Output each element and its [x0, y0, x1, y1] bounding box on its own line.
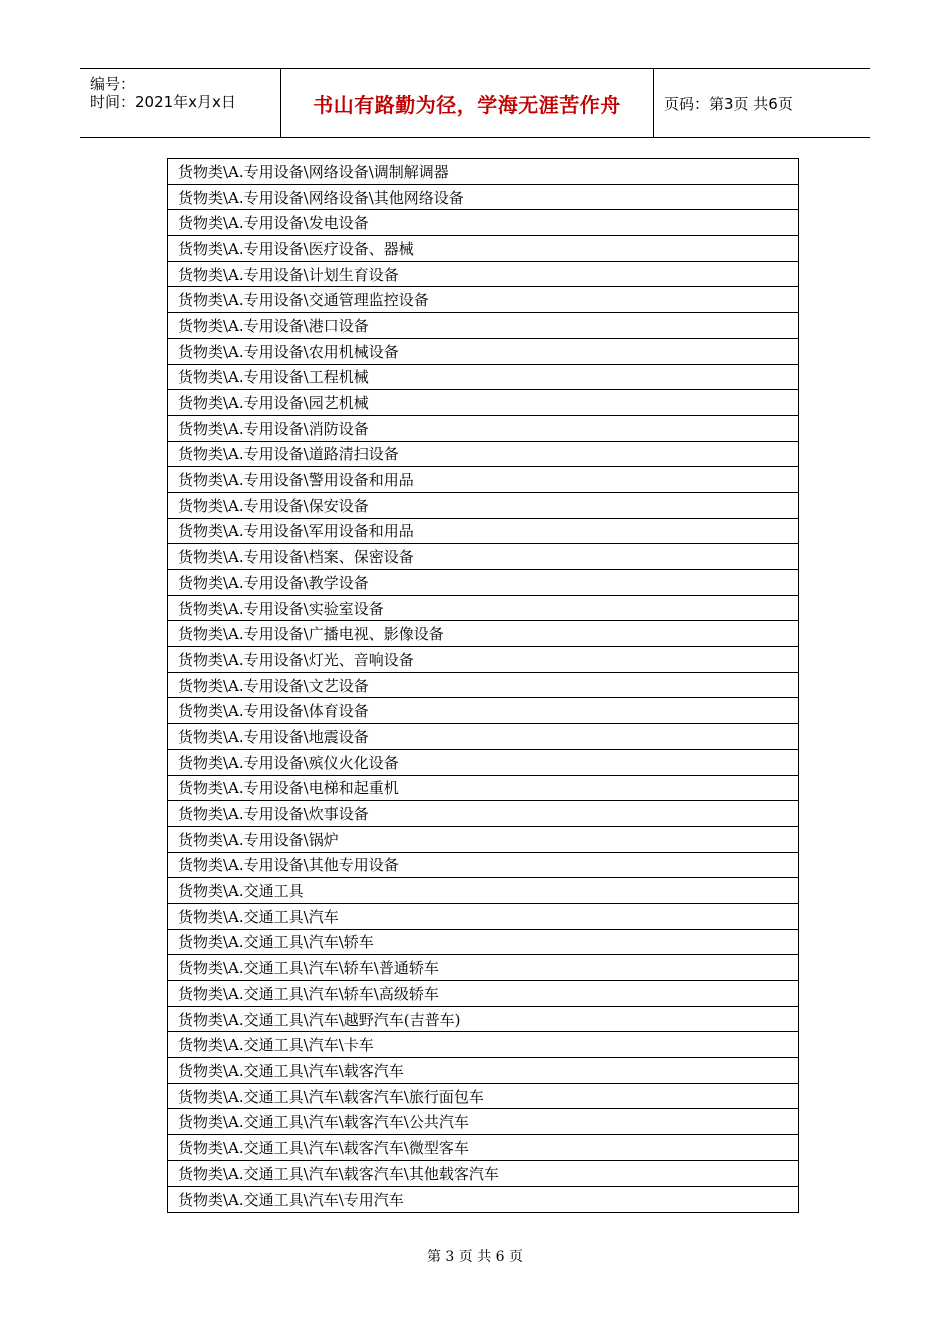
category-table — [167, 158, 799, 1213]
table-row: 货物类\A.专用设备\警用设备和用品 — [168, 467, 798, 493]
table-row: 货物类\A.专用设备\锅炉 — [168, 827, 798, 853]
table-row: 货物类\A.专用设备\殡仪火化设备 — [168, 750, 798, 776]
table-row: 货物类\A.专用设备\炊事设备 — [168, 801, 798, 827]
table-row: 货物类\A.专用设备\交通管理监控设备 — [168, 287, 798, 313]
header-motto-cell — [281, 69, 654, 137]
table-row: 货物类\A.专用设备\军用设备和用品 — [168, 519, 798, 545]
table-row: 货物类\A.交通工具 — [168, 878, 798, 904]
table-row: 货物类\A.专用设备\工程机械 — [168, 365, 798, 391]
table-row: 货物类\A.专用设备\其他专用设备 — [168, 853, 798, 879]
table-row: 货物类\A.专用设备\港口设备 — [168, 313, 798, 339]
table-row: 货物类\A.专用设备\保安设备 — [168, 493, 798, 519]
table-row: 货物类\A.交通工具\汽车\载客汽车\其他载客汽车 — [168, 1161, 798, 1187]
table-row: 货物类\A.交通工具\汽车\载客汽车\旅行面包车 — [168, 1084, 798, 1110]
header-meta — [80, 69, 281, 137]
table-row: 货物类\A.专用设备\文艺设备 — [168, 673, 798, 699]
table-row: 货物类\A.专用设备\农用机械设备 — [168, 339, 798, 365]
table-row: 货物类\A.专用设备\道路清扫设备 — [168, 442, 798, 468]
header-motto: 书山有路勤为径，学海无涯苦作舟 — [313, 92, 621, 117]
table-row: 货物类\A.交通工具\汽车\载客汽车\公共汽车 — [168, 1109, 798, 1135]
table-row: 货物类\A.交通工具\汽车\轿车\普通轿车 — [168, 955, 798, 981]
page-footer: 第 3 页 共 6 页 — [426, 1249, 524, 1265]
table-row: 货物类\A.专用设备\网络设备\其他网络设备 — [168, 185, 798, 211]
table-row: 货物类\A.专用设备\灯光、音响设备 — [168, 647, 798, 673]
table-row: 货物类\A.交通工具\汽车\载客汽车 — [168, 1058, 798, 1084]
page-header — [80, 68, 870, 138]
table-row: 货物类\A.交通工具\汽车\载客汽车\微型客车 — [168, 1135, 798, 1161]
table-row: 货物类\A.专用设备\园艺机械 — [168, 390, 798, 416]
table-row: 货物类\A.交通工具\汽车\轿车\高级轿车 — [168, 981, 798, 1007]
table-row: 货物类\A.专用设备\电梯和起重机 — [168, 776, 798, 802]
table-row: 货物类\A.专用设备\档案、保密设备 — [168, 544, 798, 570]
document-time-label: 时间：2021年x月x日 — [90, 93, 236, 111]
table-row: 货物类\A.交通工具\汽车\卡车 — [168, 1032, 798, 1058]
table-row: 货物类\A.交通工具\汽车 — [168, 904, 798, 930]
header-page-info: 页码：第3页 共6页 — [664, 94, 793, 113]
table-row: 货物类\A.专用设备\地震设备 — [168, 724, 798, 750]
table-row: 货物类\A.专用设备\发电设备 — [168, 210, 798, 236]
table-row: 货物类\A.专用设备\网络设备\调制解调器 — [168, 159, 798, 185]
table-row: 货物类\A.专用设备\医疗设备、器械 — [168, 236, 798, 262]
table-row: 货物类\A.专用设备\计划生育设备 — [168, 262, 798, 288]
table-row: 货物类\A.交通工具\汽车\专用汽车 — [178, 1190, 404, 1209]
document-number-label: 编号： — [90, 75, 136, 93]
table-row: 货物类\A.专用设备\实验室设备 — [168, 596, 798, 622]
table-row: 货物类\A.交通工具\汽车\越野汽车(吉普车) — [168, 1007, 798, 1033]
table-row: 货物类\A.专用设备\体育设备 — [168, 698, 798, 724]
table-row: 货物类\A.专用设备\广播电视、影像设备 — [168, 621, 798, 647]
table-row: 货物类\A.专用设备\教学设备 — [168, 570, 798, 596]
table-row: 货物类\A.交通工具\汽车\轿车 — [168, 930, 798, 956]
table-row: 货物类\A.专用设备\消防设备 — [168, 416, 798, 442]
